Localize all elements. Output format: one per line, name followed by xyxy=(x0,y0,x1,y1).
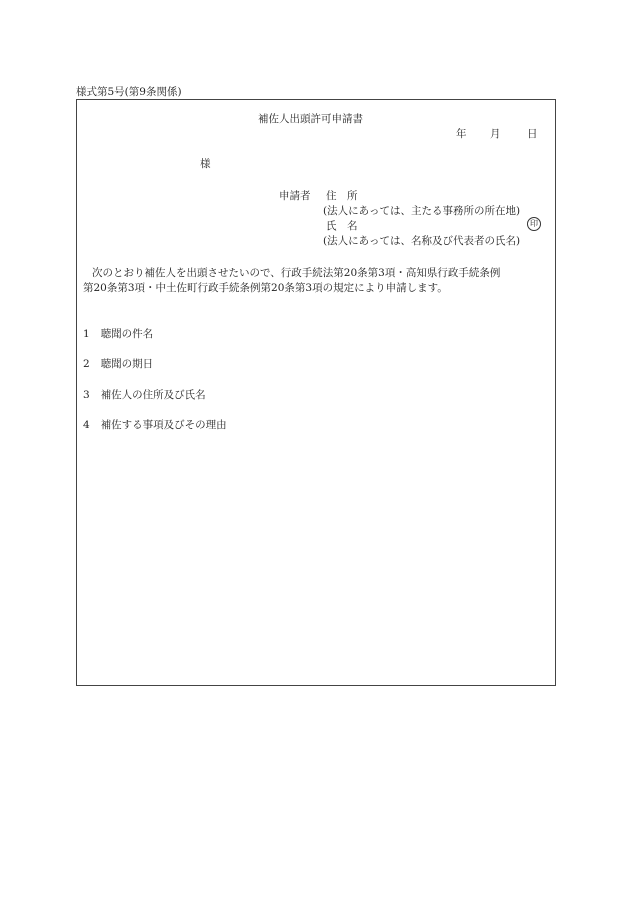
list-item-label: 聴聞の期日 xyxy=(100,358,154,370)
seal-icon: 印 xyxy=(527,217,541,231)
list-item-label: 補佐する事項及びその理由 xyxy=(100,419,227,431)
date-year: 年 xyxy=(456,128,467,140)
date-month: 月 xyxy=(490,128,501,140)
date-day: 日 xyxy=(527,128,538,140)
list-item-label: 聴聞の件名 xyxy=(100,328,154,340)
form-number: 様式第5号(第9条関係) xyxy=(76,86,182,98)
body-line-2: 第20条第3項・中土佐町行政手続条例第20条第3項の規定により申請します。 xyxy=(83,282,448,294)
addressee-suffix: 様 xyxy=(200,158,211,170)
name-label: 氏 名 xyxy=(326,220,358,232)
name-note: (法人にあっては、名称及び代表者の氏名) xyxy=(323,235,521,247)
list-item-number: 1 xyxy=(83,328,90,340)
list-item-2 xyxy=(83,356,153,371)
list-item-3 xyxy=(83,387,206,402)
list-item-label: 補佐人の住所及び氏名 xyxy=(100,389,206,401)
body-line-1: 次のとおり補佐人を出頭させたいので、行政手続法第20条第3項・高知県行政手続条例 xyxy=(92,267,501,279)
address-note: (法人にあっては、主たる事務所の所在地) xyxy=(323,205,521,217)
list-item-number: 3 xyxy=(83,389,90,401)
list-item-4 xyxy=(83,417,227,432)
address-label: 住 所 xyxy=(326,190,358,202)
list-item-1 xyxy=(83,326,153,341)
form-title: 補佐人出頭許可申請書 xyxy=(258,113,363,125)
list-item-number: 4 xyxy=(83,419,90,431)
applicant-label: 申請者 xyxy=(279,190,311,202)
list-item-number: 2 xyxy=(83,358,90,370)
seal-mark xyxy=(527,217,541,231)
